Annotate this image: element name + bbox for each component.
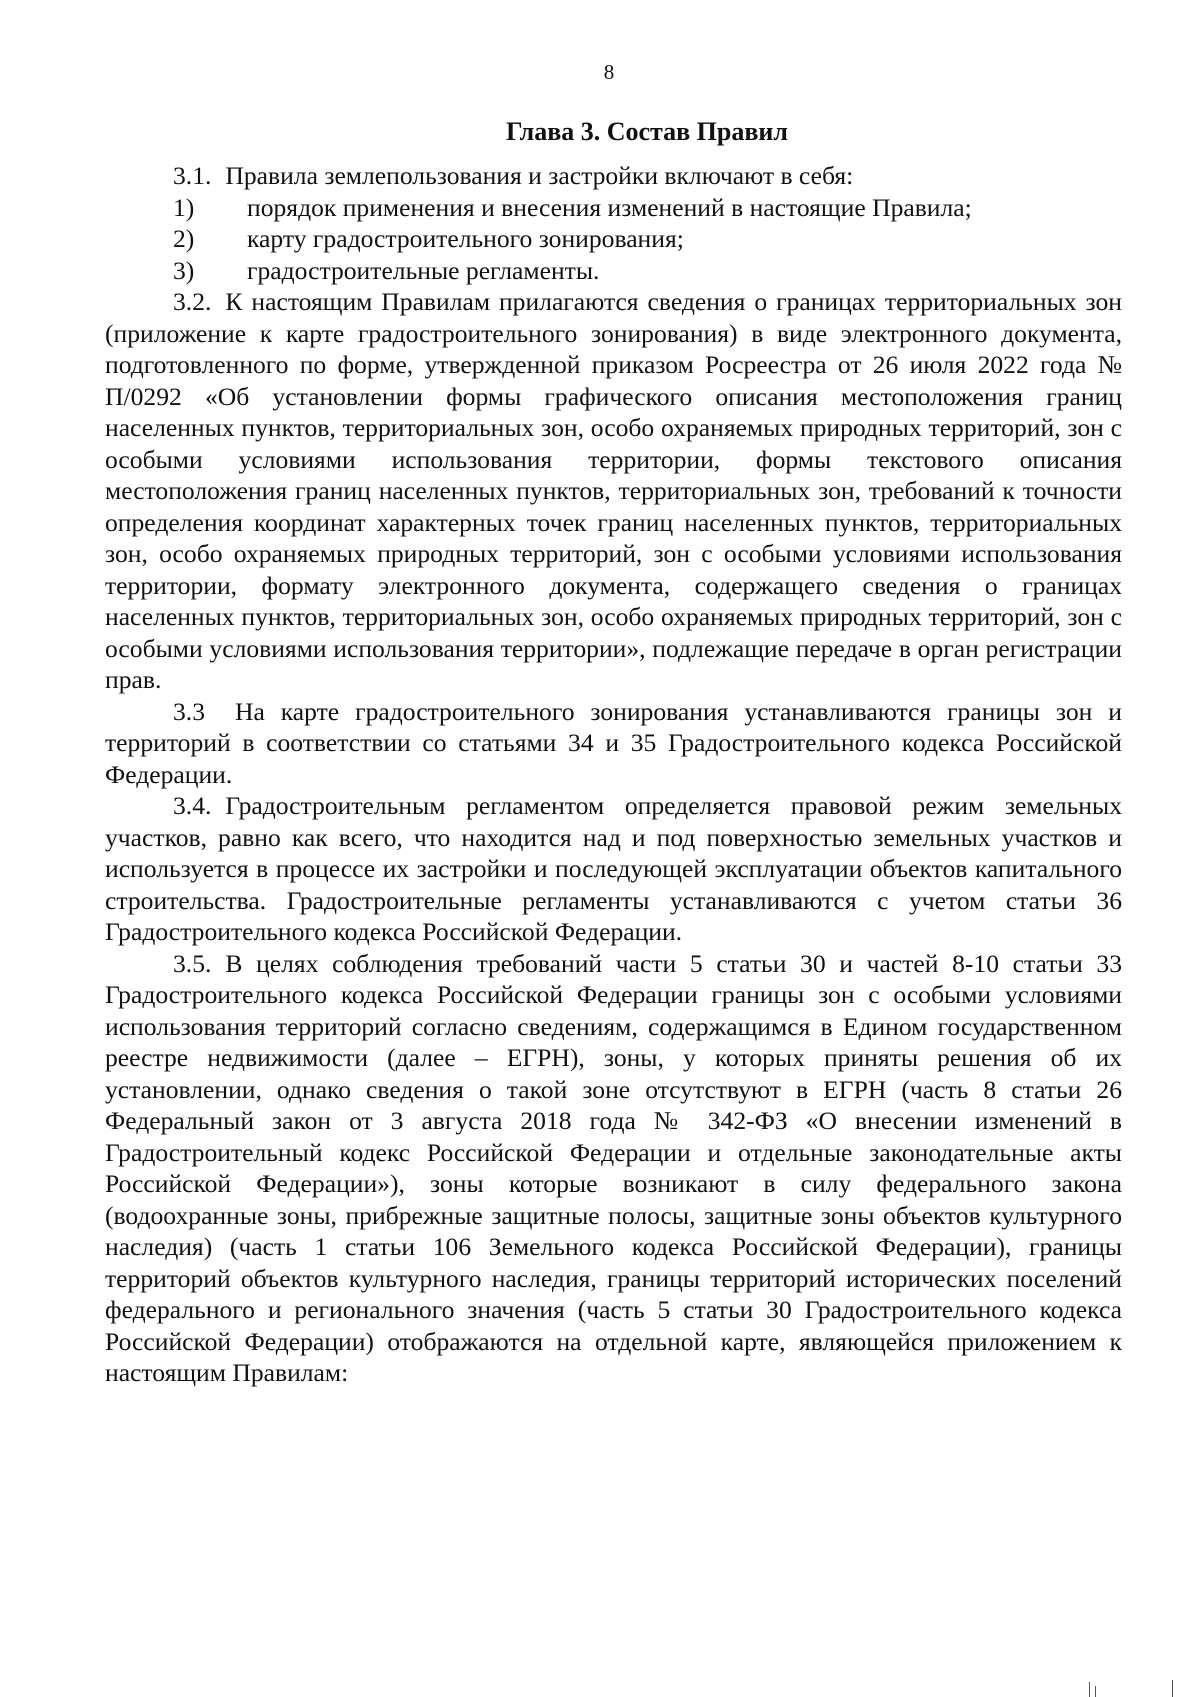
scan-edge-mark — [1172, 1680, 1173, 1697]
list-item-number: 3) — [173, 255, 195, 285]
list-item — [105, 223, 1122, 255]
paragraph-text: Градостроительным регламентом определяется правовой режим земельных участков, равно как всего, что находится над и под поверхностью земельных участков и используется в процессе их застройки и последующей эксплуатации объектов капитального строительства. Градостроительные регламенты устанавливаются с учетом статьи 36 Градостроительного кодекса Российской Федерации. — [105, 791, 1122, 946]
paragraph-3-5 — [105, 948, 1122, 1389]
paragraph-3-4 — [105, 790, 1122, 948]
list-item-number: 2) — [173, 224, 195, 253]
list-item — [105, 255, 1122, 287]
chapter-title: Глава 3. Состав Правил — [506, 117, 788, 146]
paragraph-number: 3.4. — [173, 791, 212, 820]
document-body — [105, 160, 1122, 1389]
paragraph-text: На карте градостроительного зонирования устанавливаются границы зон и территорий в соответствии со статьями 34 и 35 Градостроительного кодекса Российской Федерации. — [105, 696, 1122, 789]
list-item-number: 1) — [173, 192, 195, 222]
paragraph-number: 3.2. — [173, 287, 212, 316]
paragraph-text: Правила землепользования и застройки включают в себя: — [225, 161, 854, 190]
list-item-text: карту градостроительного зонирования; — [247, 224, 684, 253]
page-number: 8 — [603, 60, 615, 84]
paragraph-3-1 — [105, 160, 1122, 192]
paragraph-text: В целях соблюдения требований части 5 статьи 30 и частей 8-10 статьи 33 Градостроительного кодекса Российской Федерации границы зон с особыми условиями использования территорий согласно сведениям, содержащимся в Едином государственном реестре недвижимости (далее – ЕГРН), зоны, у которых приняты решения об их установлении, однако сведения о такой зоне отсутствуют в ЕГРН (часть 8 статьи 26 Федеральный закон от 3 августа 2018 года № 342-ФЗ «О внесении изменений в Градостроительный кодекс Российской Федерации и отдельные законодательные акты Российской Федерации»), зоны которые возникают в силу федерального закона (водоохранные зоны, прибрежные защитные полосы, защитные зоны объектов культурного наследия) (часть 1 статьи 106 Земельного кодекса Российской Федерации), границы территорий объектов культурного наследия, границы территорий исторических поселений федерального и регионального значения (часть 5 статьи 30 Градостроительного кодекса Российской Федерации) отображаются на отдельной карте, являющейся приложением к настоящим Правилам: — [105, 948, 1122, 1387]
paragraph-number: 3.3 — [173, 696, 205, 726]
list-item — [105, 192, 1122, 224]
list-item-text: градостроительные регламенты. — [247, 255, 600, 285]
paragraph-3-2 — [105, 286, 1122, 696]
paragraph-3-3 — [105, 696, 1122, 791]
paragraph-number: 3.1. — [173, 161, 212, 190]
list-item-text: порядок применения и внесения изменений в настоящие Правила; — [247, 192, 972, 222]
paragraph-number: 3.5. — [173, 948, 212, 978]
scan-edge-mark — [1089, 1682, 1090, 1697]
paragraph-text: К настоящим Правилам прилагаются сведения о границах территориальных зон (приложение к карте градостроительного зонирования) в виде электронного документа, подготовленного по форме, утвержденной приказом Росреестра от 26 июля 2022 года № П/0292 «Об установлении формы графического описания местоположения границ населенных пунктов, территориальных зон, особо охраняемых природных территорий, зон с особыми условиями использования территории, формы текстового описания местоположения границ населенных пунктов, территориальных зон, требований к точности определения координат характерных точек границ населенных пунктов, территориальных зон, особо охраняемых природных территорий, зон с особыми условиями использования территории, формату электронного документа, содержащего сведения о границах населенных пунктов, территориальных зон, особо охраняемых природных территорий, зон с особыми условиями использования территории», подлежащие передаче в орган регистрации прав. — [105, 287, 1122, 694]
scan-edge-mark — [1095, 1686, 1096, 1697]
